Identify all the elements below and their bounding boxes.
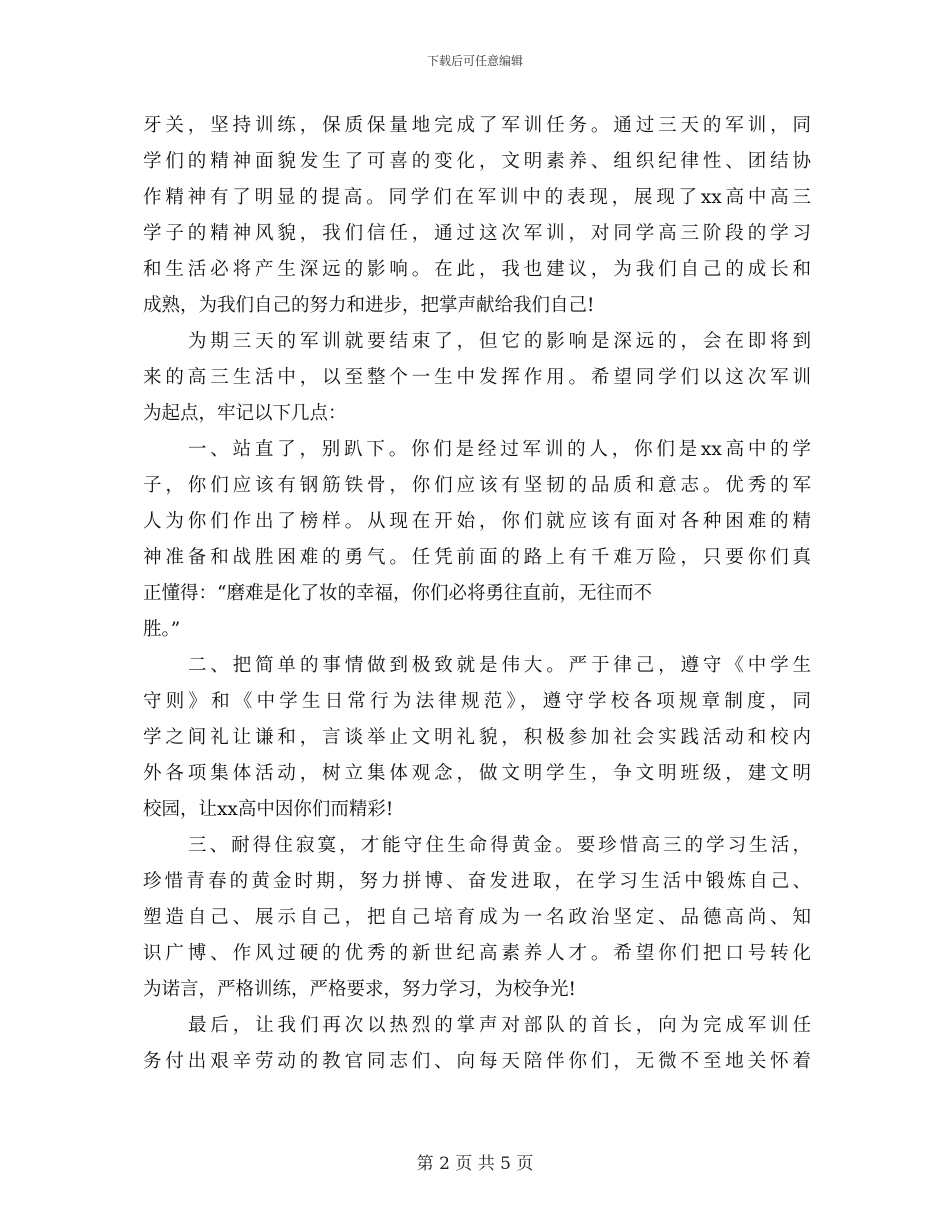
text-line: 人为你们作出了榜样。从现在开始，你们就应该有面对各种困难的精 bbox=[143, 511, 811, 532]
text-line: 胜。” bbox=[143, 619, 181, 640]
text-line: 校园，让xx高中因你们而精彩! bbox=[143, 799, 394, 820]
text-line: 守则》和《中学生日常行为法律规范》，遵守学校各项规章制度，同 bbox=[143, 691, 811, 712]
text-line: 学之间礼让谦和，言谈举止文明礼貌，积极参加社会实践活动和校内 bbox=[143, 727, 811, 748]
text-line: 珍惜青春的黄金时期，努力拼博、奋发进取，在学习生活中锻炼自己、 bbox=[143, 871, 811, 892]
text-line: 学们的精神面貌发生了可喜的变化，文明素养、组织纪律性、团结协 bbox=[143, 151, 811, 172]
page-header: 下载后可任意编辑 bbox=[426, 54, 523, 68]
text-line: 为起点，牢记以下几点： bbox=[143, 403, 347, 424]
text-line: 子，你们应该有钢筋铁骨，你们应该有坚韧的品质和意志。优秀的军 bbox=[143, 475, 811, 496]
text-line: 和生活必将产生深远的影响。在此，我也建议，为我们自己的成长和 bbox=[143, 259, 811, 280]
text-line: 为诺言，严格训练，严格要求，努力学习，为校争光! bbox=[143, 979, 576, 1000]
page-number: 第 2 页 共 5 页 bbox=[416, 1154, 534, 1174]
text-line: 识广博、作风过硬的优秀的新世纪高素养人才。希望你们把口号转化 bbox=[143, 943, 811, 964]
text-line: 一、站直了，别趴下。你们是经过军训的人，你们是xx高中的学 bbox=[188, 439, 811, 460]
text-line: 二、把简单的事情做到极致就是伟大。严于律己，遵守《中学生 bbox=[188, 655, 811, 676]
text-line: 最后，让我们再次以热烈的掌声对部队的首长，向为完成军训任 bbox=[188, 1015, 811, 1036]
text-line: 牙关，坚持训练，保质保量地完成了军训任务。通过三天的军训，同 bbox=[143, 115, 811, 136]
text-line: 神准备和战胜困难的勇气。任凭前面的路上有千难万险，只要你们真 bbox=[143, 547, 811, 568]
text-line: 塑造自己、展示自己，把自己培育成为一名政治坚定、品德高尚、知 bbox=[143, 907, 811, 928]
text-line: 作精神有了明显的提高。同学们在军训中的表现，展现了xx高中高三 bbox=[143, 187, 811, 208]
text-line: 为期三天的军训就要结束了，但它的影响是深远的，会在即将到 bbox=[188, 331, 811, 352]
text-line: 三、耐得住寂寞，才能守住生命得黄金。要珍惜高三的学习生活， bbox=[188, 835, 811, 856]
text-line: 正懂得：“磨难是化了妆的幸福，你们必将勇往直前，无往而不 bbox=[143, 583, 652, 604]
document-body bbox=[143, 108, 811, 1080]
text-line: 学子的精神风貌，我们信任，通过这次军训，对同学高三阶段的学习 bbox=[143, 223, 811, 244]
text-line: 来的高三生活中，以至整个一生中发挥作用。希望同学们以这次军训 bbox=[143, 367, 811, 388]
text-line: 外各项集体活动，树立集体观念，做文明学生，争文明班级，建文明 bbox=[143, 763, 811, 784]
text-line: 成熟，为我们自己的努力和进步，把掌声献给我们自己! bbox=[143, 295, 595, 316]
text-line: 务付出艰辛劳动的教官同志们、向每天陪伴你们，无微不至地关怀着 bbox=[143, 1051, 811, 1072]
